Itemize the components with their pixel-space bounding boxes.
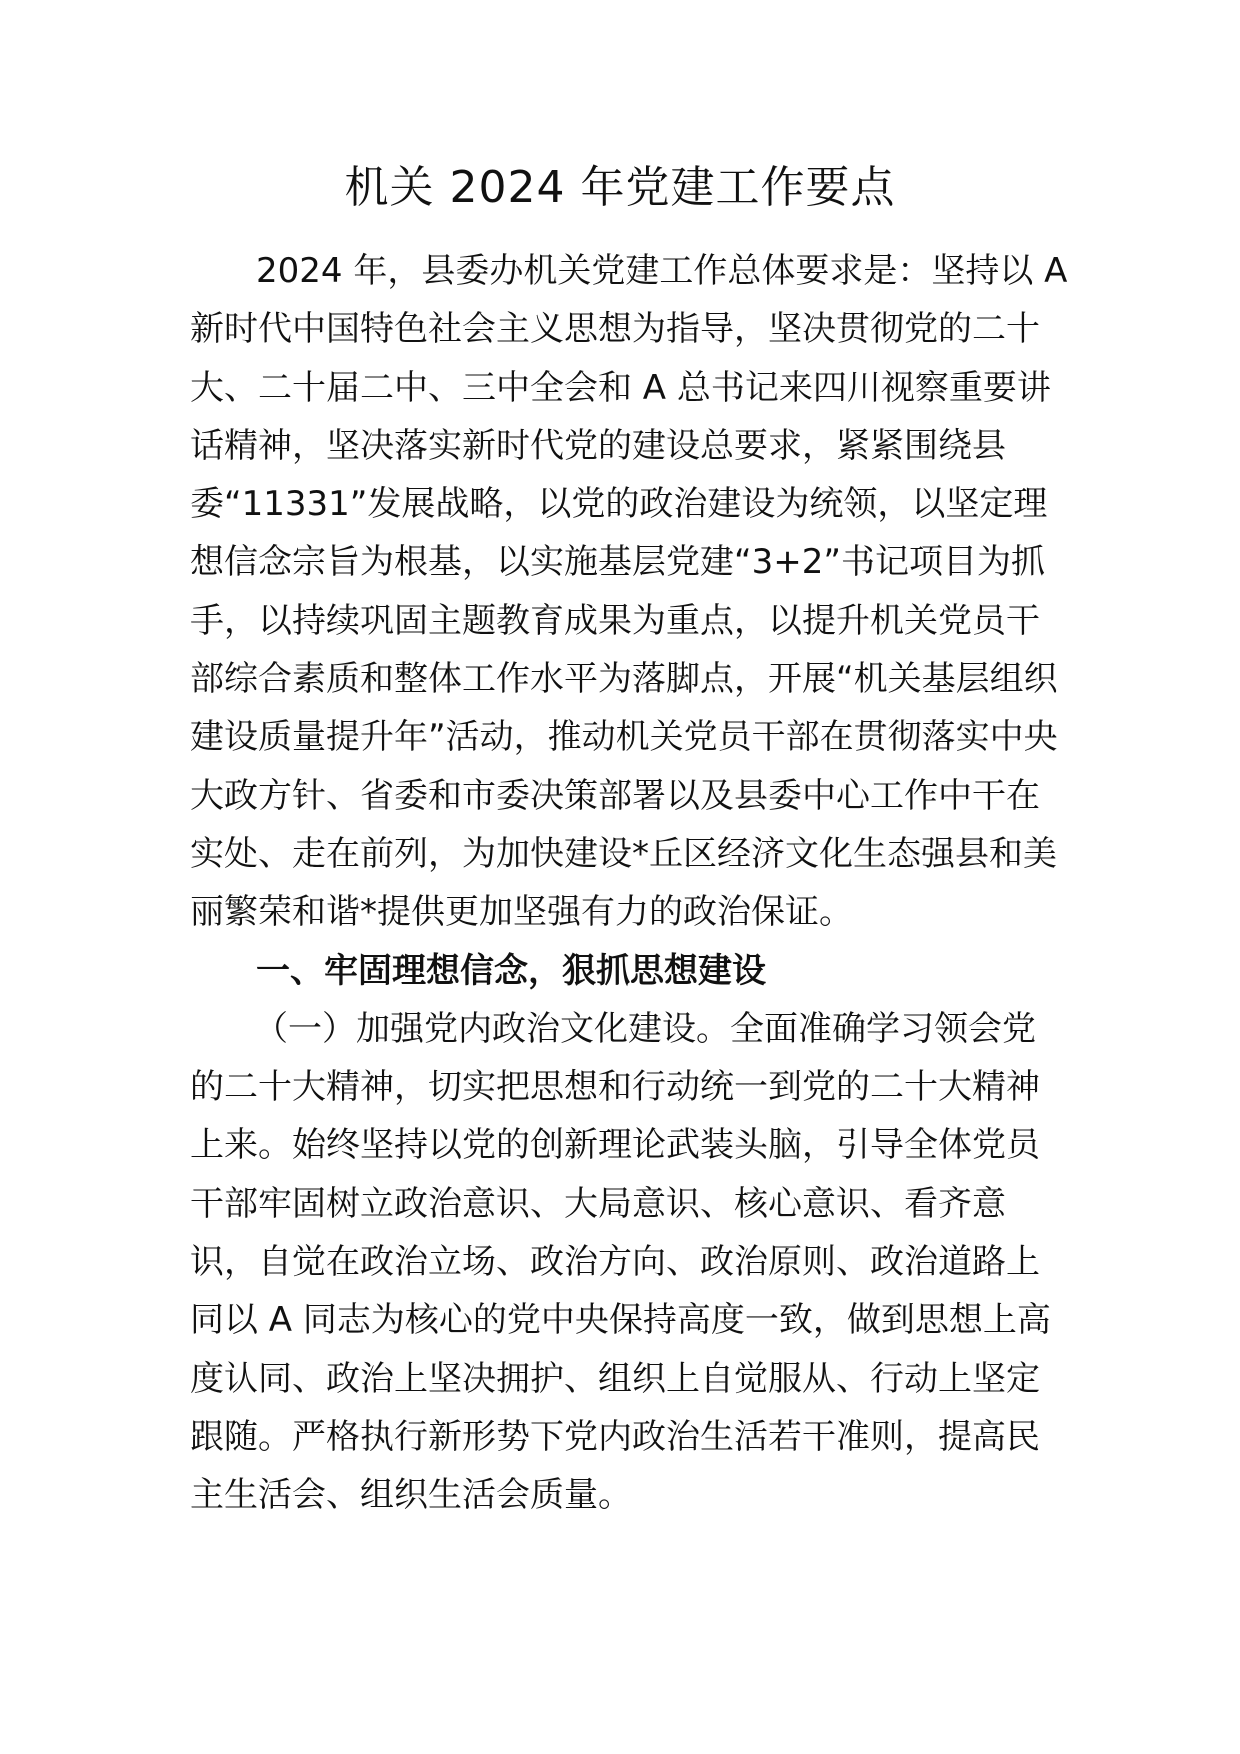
paragraph1-line: 大政方针、省委和市委决策部署以及县委中心工作中干在 (190, 775, 1040, 816)
paragraph2-line: 度认同、政治上坚决拥护、组织上自觉服从、行动上坚定 (190, 1358, 1040, 1399)
document-body (190, 242, 1070, 1525)
paragraph1-line: 建设质量提升年”活动，推动机关党员干部在贯彻落实中央 (190, 717, 1058, 758)
paragraph1-line: 话精神，坚决落实新时代党的建设总要求，紧紧围绕县 (190, 425, 1006, 466)
section-heading: 一、牢固理想信念，狠抓思想建设 (256, 950, 766, 991)
paragraph1-line: 丽繁荣和谐*提供更加坚强有力的政治保证。 (190, 892, 853, 933)
paragraph2-line: 跟随。严格执行新形势下党内政治生活若干准则，提高民 (190, 1416, 1040, 1457)
paragraph2-line: 上来。始终坚持以党的创新理论武装头脑，引导全体党员 (190, 1125, 1040, 1166)
document-title: 机关 2024 年党建工作要点 (344, 162, 896, 213)
paragraph1-line: 部综合素质和整体工作水平为落脚点，开展“机关基层组织 (190, 659, 1058, 700)
paragraph2-line: 的二十大精神，切实把思想和行动统一到党的二十大精神 (190, 1067, 1040, 1108)
paragraph1-line: 大、二十届二中、三中全会和 A 总书记来四川视察重要讲 (190, 367, 1051, 408)
paragraph2-line: （一）加强党内政治文化建设。全面准确学习领会党 (254, 1008, 1036, 1049)
paragraph1-line: 委“11331”发展战略，以党的政治建设为统领，以坚定理 (190, 484, 1048, 525)
paragraph2-line: 干部牢固树立政治意识、大局意识、核心意识、看齐意 (190, 1183, 1006, 1224)
paragraph1-line: 手，以持续巩固主题教育成果为重点，以提升机关党员干 (190, 600, 1040, 641)
paragraph1-line: 实处、走在前列，为加快建设*丘区经济文化生态强县和美 (190, 833, 1057, 874)
paragraph1-line: 想信念宗旨为根基，以实施基层党建“3+2”书记项目为抓 (190, 542, 1045, 583)
paragraph2-line: 主生活会、组织生活会质量。 (190, 1475, 632, 1516)
paragraph1-line: 2024 年，县委办机关党建工作总体要求是：坚持以 A (256, 251, 1068, 291)
paragraph1-line: 新时代中国特色社会主义思想为指导，坚决贯彻党的二十 (190, 309, 1040, 350)
paragraph2-line: 同以 A 同志为核心的党中央保持高度一致，做到思想上高 (190, 1300, 1051, 1341)
paragraph2-line: 识，自觉在政治立场、政治方向、政治原则、政治道路上 (190, 1242, 1040, 1283)
